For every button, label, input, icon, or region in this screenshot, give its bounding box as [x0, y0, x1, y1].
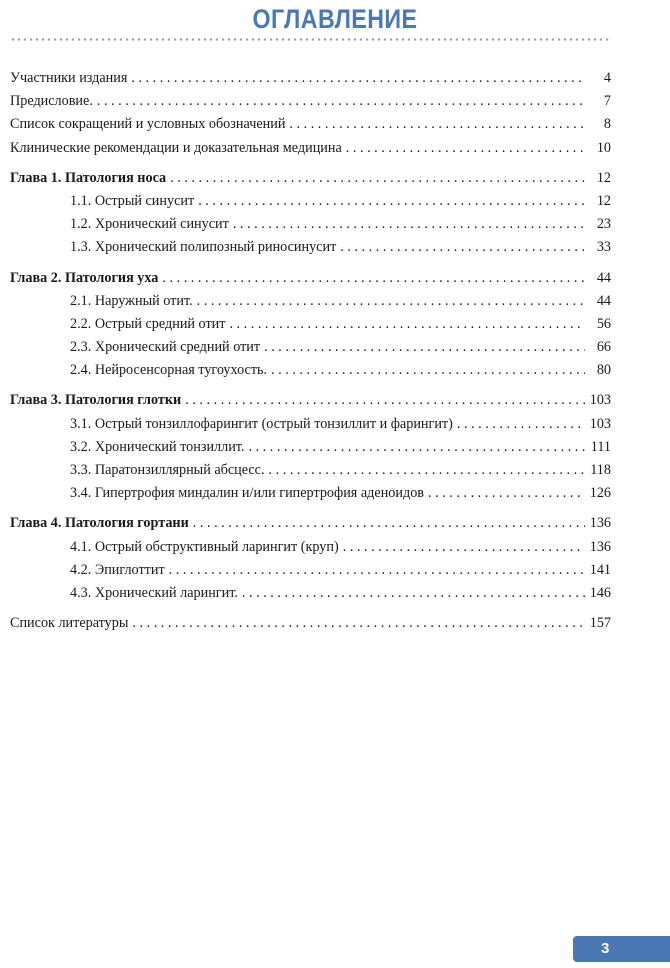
toc-entry-title: 2.2. Острый средний отит	[70, 315, 226, 332]
toc-entry-title: Глава 4. Патология гортани	[10, 515, 189, 532]
leader-dots	[229, 313, 585, 336]
toc-entry-title: Глава 1. Патология носа	[10, 169, 167, 186]
toc-entry-page: 80	[596, 362, 611, 379]
toc-entry-title: 2.3. Хронический средний отит	[70, 339, 261, 356]
toc-entry-page: 118	[590, 462, 611, 478]
toc-references-section	[10, 612, 611, 635]
leader-dots	[346, 137, 585, 160]
toc-entry-page: 56	[596, 315, 611, 332]
toc-entry-page: 7	[603, 93, 611, 110]
toc-subentry[interactable]	[10, 559, 611, 582]
toc-subentry[interactable]	[10, 290, 611, 313]
toc-entry[interactable]	[10, 137, 611, 160]
toc-entry-page: 4	[603, 70, 611, 86]
toc-subentry[interactable]	[10, 336, 611, 359]
toc-entry-title: Участники издания	[10, 70, 128, 86]
toc-entry-page: 126	[589, 485, 611, 502]
page-title: ОГЛАВЛЕНИЕ	[252, 4, 418, 34]
toc-entry-page: 8	[603, 116, 611, 133]
toc-subentry[interactable]	[10, 190, 611, 213]
toc-subentry[interactable]	[10, 482, 611, 505]
leader-dots	[457, 413, 585, 436]
toc-entry-title: 3.1. Острый тонзиллофарингит (острый тонзиллит и фарингит)	[70, 415, 453, 432]
leader-dots	[193, 512, 585, 535]
toc-entry-title: Глава 3. Патология глотки	[10, 392, 182, 409]
toc-entry-page: 44	[596, 292, 611, 309]
leader-dots	[271, 359, 585, 382]
toc-entry[interactable]	[10, 113, 611, 136]
leader-dots	[428, 482, 585, 505]
toc-entry-page: 12	[596, 169, 611, 186]
toc-entry[interactable]	[10, 612, 611, 635]
toc-subentry[interactable]	[10, 413, 611, 436]
toc-entry-title: Список сокращений и условных обозначений	[10, 116, 286, 133]
toc-subentry[interactable]	[10, 536, 611, 559]
leader-dots	[131, 67, 585, 90]
toc-chapter-2	[10, 267, 611, 383]
toc-subentry[interactable]	[10, 359, 611, 382]
toc-chapter-1	[10, 167, 611, 260]
leader-dots	[132, 612, 585, 635]
toc-entry-title: 2.1. Наружный отит.	[70, 292, 193, 309]
toc-entry-title: 2.4. Нейросенсорная тугоухость.	[70, 362, 268, 379]
toc-subentry[interactable]	[10, 459, 611, 482]
toc-entry-title: 3.2. Хронический тонзиллит.	[70, 438, 245, 455]
toc-entry-page: 136	[589, 538, 611, 555]
toc-entry-title: Клинические рекомендации и доказательная медицина	[10, 139, 342, 156]
leader-dots	[162, 267, 585, 290]
toc-chapter-heading[interactable]	[10, 167, 611, 190]
toc-chapter-3	[10, 389, 611, 505]
leader-dots	[242, 582, 585, 605]
toc-entry-title: 4.3. Хронический ларингит.	[70, 584, 238, 601]
page-number-badge: 3	[573, 936, 670, 962]
toc-intro-section	[10, 67, 611, 160]
leader-dots	[185, 389, 585, 412]
toc-entry-title: Список литературы	[10, 615, 129, 632]
leader-dots	[269, 459, 585, 482]
leader-dots	[170, 167, 585, 190]
table-of-contents	[10, 67, 611, 642]
toc-entry-page: 141	[589, 561, 611, 578]
toc-chapter-4	[10, 512, 611, 605]
toc-entry-title: 4.1. Острый обструктивный ларингит (круп)	[70, 538, 339, 555]
toc-entry-page: 33	[596, 239, 611, 256]
leader-dots	[197, 290, 585, 313]
toc-entry-page: 10	[596, 139, 611, 156]
leader-dots	[264, 336, 585, 359]
toc-subentry[interactable]	[10, 236, 611, 259]
toc-entry-page: 111	[590, 438, 611, 455]
leader-dots	[198, 190, 585, 213]
toc-entry-title: 1.1. Острый синусит	[70, 192, 195, 209]
toc-subentry[interactable]	[10, 582, 611, 605]
toc-subentry[interactable]	[10, 436, 611, 459]
toc-entry-title: 3.4. Гипертрофия миндалин и/или гипертрофия аденоидов	[70, 485, 424, 502]
toc-entry-page: 12	[596, 192, 611, 209]
toc-entry-page: 136	[589, 515, 611, 532]
toc-entry-page: 103	[589, 415, 611, 432]
toc-entry-title: 3.3. Паратонзиллярный абсцесс.	[70, 462, 265, 478]
leader-dots	[340, 236, 585, 259]
toc-entry-page: 103	[589, 392, 611, 409]
toc-entry[interactable]	[10, 67, 611, 90]
toc-entry-title: 4.2. Эпиглоттит	[70, 561, 165, 578]
toc-entry-page: 44	[596, 269, 611, 286]
leader-dots	[289, 113, 585, 136]
toc-chapter-heading[interactable]	[10, 389, 611, 412]
leader-dots	[169, 559, 585, 582]
title-dotted-divider	[10, 38, 612, 41]
toc-chapter-heading[interactable]	[10, 267, 611, 290]
toc-subentry[interactable]	[10, 313, 611, 336]
leader-dots	[343, 536, 585, 559]
toc-entry-title: Предисловие.	[10, 93, 93, 110]
toc-entry-page: 66	[596, 339, 611, 356]
leader-dots	[97, 90, 585, 113]
toc-entry-title: Глава 2. Патология уха	[10, 269, 159, 286]
toc-chapter-heading[interactable]	[10, 512, 611, 535]
toc-entry-title: 1.3. Хронический полипозный риносинусит	[70, 239, 337, 256]
leader-dots	[233, 213, 585, 236]
toc-entry[interactable]	[10, 90, 611, 113]
leader-dots	[248, 436, 585, 459]
toc-entry-title: 1.2. Хронический синусит	[70, 216, 229, 233]
toc-entry-page: 157	[589, 615, 611, 632]
toc-subentry[interactable]	[10, 213, 611, 236]
toc-entry-page: 23	[596, 216, 611, 233]
toc-entry-page: 146	[589, 584, 611, 601]
